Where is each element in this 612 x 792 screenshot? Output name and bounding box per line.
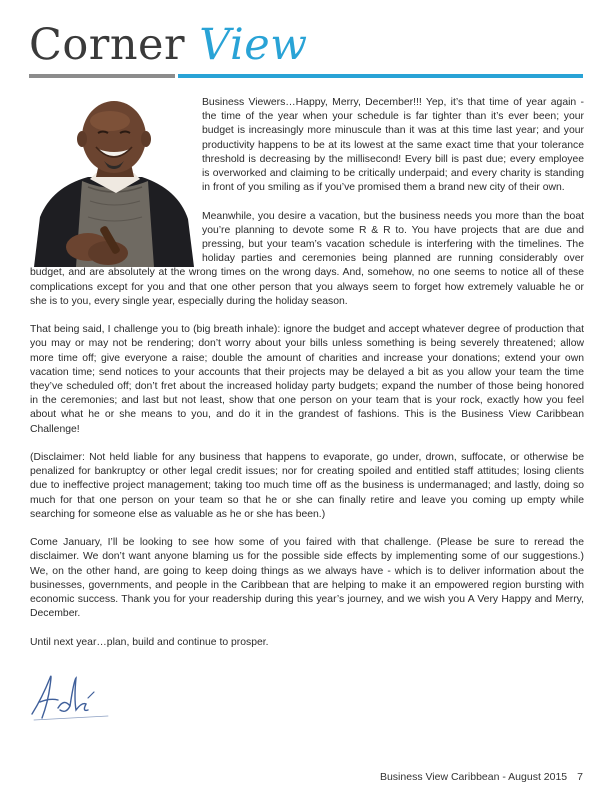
article-paragraph-1: Business Viewers…Happy, Merry, December!!! Yep, it’s that time of year again - the time of the year when your schedule is far tighter than it’s ever been; your budget is increasingly more minuscule than it was at this time last year; and your productivity happens to be at its lowest at the same exact time that your tolerance threshold is decreasing by the millisecond! Every bill is past due; every employee is overworked and claiming to be critically underpaid; and every charity is standing in front of you smiling as if you’ve promised them a brand new city of their own. [202, 97, 584, 194]
page-footer [380, 771, 583, 783]
author-signature [28, 668, 112, 726]
article-body [30, 96, 584, 650]
footer-publication: Business View Caribbean - August 2015 [379, 771, 568, 783]
title-word-view: View [199, 20, 308, 70]
title-word-corner: Corner [29, 20, 186, 70]
article-paragraph-4: (Disclaimer: Not held liable for any business that happens to evaporate, go under, drown, suffocate, or otherwise be penalized for bankruptcy or other legal credit issues; nor for creating spoiled and entitled staff attitudes; losing clients due to ineffective project management; taking too much time off as the business is undermanaged; and lastly, doing so much for that one person on your team so that he or she can finally retire and leave you coming up empty while searching for someone else as valuable as he or she has been.) [30, 452, 584, 520]
article-closing: Until next year…plan, build and continue to prosper. [30, 636, 269, 648]
header-rule-blue [178, 74, 583, 78]
photo-float-spacer [30, 96, 202, 266]
footer-page-number: 7 [577, 771, 583, 783]
page-title [29, 20, 308, 70]
article-paragraph-2: Meanwhile, you desire a vacation, but the business needs you more than the boat you’re planning to devote some R & R to. You have projects that are due and pressing, but your team’s vacation schedule is interfering with the timelines. The holiday parties and ceremonies being planned are running considerably over budget, and are absolutely at the wrong times on the wrong days. And, somehow, no one seems to notice all of these complications except for you and that one other person that you always seem to forget how extremely valuable he or she is to you, every single year, especially during the holiday season. [30, 210, 584, 307]
article-paragraph-3: That being said, I challenge you to (big breath inhale): ignore the budget and accept whatever degree of production that you may or may not be rendering; don’t worry about your bills unless something is being severely threatened; allow more time off; give everyone a raise; double the amount of charities and increase your donations; extend your own vacation time; send notices to your accounts that their projects may be delayed a bit as you allow your team the time they’ve scheduled off; don’t fret about the increased holiday party budgets; expand the number of those being honored in the ceremonies; and last but not least, show that one person on your team that is your rock, exactly how you feel about what he or she means to you, and do it in the grandest of fashions. This is the Business View Caribbean Challenge! [30, 324, 584, 435]
header-rule-grey [29, 74, 175, 78]
article-paragraph-5: Come January, I’ll be looking to see how some of you faired with that challenge. (Please be sure to reread the disclaimer. We don’t want anyone blaming us for the possible side effects by implementing some of our suggestions.) We, on the other hand, are going to keep doing things as we always have - which is to deliver information about the businesses, governments, and people in the Caribbean that are helping to make it an empowered region bursting with economic success. Thank you for your readership during this year’s journey, and we wish you A Very Happy and Merry, December. [30, 537, 584, 620]
